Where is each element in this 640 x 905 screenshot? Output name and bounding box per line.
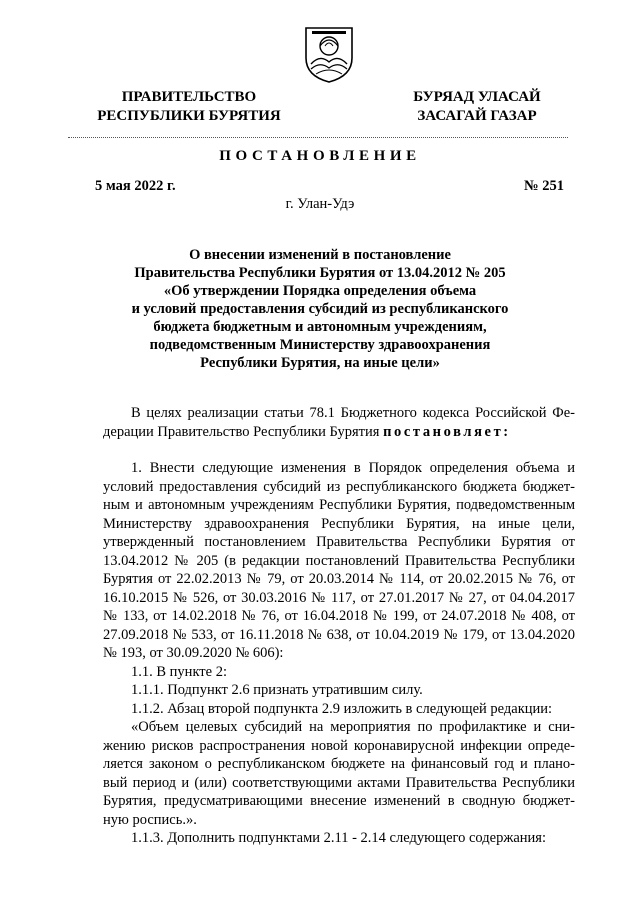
- subject-line: и условий предоставления субсидий из республиканского: [131, 301, 509, 317]
- item-1-line: № 193, от 30.09.2020 № 606):: [103, 645, 284, 661]
- quote-line: жению рисков распространения новой коронавирусной инфекции опреде-: [103, 737, 575, 754]
- subject-line: О внесении изменений в постановление: [189, 247, 451, 263]
- quote-line: Бурятия, предусматривающими внесение изменений в сводную бюджет-: [103, 793, 575, 809]
- header-right-org: [392, 88, 562, 126]
- item-1-line: Министерству здравоохранения Республики Бурятия, на иные цели,: [103, 515, 575, 532]
- coat-of-arms-emblem: [302, 24, 356, 84]
- preamble-line: [103, 423, 575, 442]
- preamble-paragraph: [103, 404, 575, 441]
- header-left-line: РЕСПУБЛИКИ БУРЯТИЯ: [97, 108, 281, 124]
- preamble-line: В целях реализации статьи 78.1 Бюджетного кодекса Российской Фе-: [131, 405, 575, 421]
- header-divider: [68, 137, 568, 138]
- item-1-line: ным и автономным учреждениям Республики Бурятия, подведомственным: [103, 497, 575, 513]
- item-1-line: 13.04.2012 № 205 (в редакции постановлений Правительства Республики: [103, 552, 575, 569]
- item-1-line: утвержденный постановлением Правительства Республики Бурятия от: [103, 534, 575, 550]
- item-1-line: № 133, от 14.02.2018 № 76, от 16.04.2018 № 199, от 24.07.2018 № 408, от: [103, 608, 575, 624]
- document-number: № 251: [524, 178, 564, 194]
- document-date: 5 мая 2022 г.: [95, 178, 176, 194]
- quote-line: ную роспись.».: [103, 811, 197, 828]
- subject-line: бюджета бюджетным и автономным учреждениям,: [153, 319, 487, 335]
- decree-word: постановляет:: [383, 423, 511, 440]
- sub-item-line: 1.1.2. Абзац второй подпункта 2.9 изложить в следующей редакции:: [131, 700, 553, 717]
- quote-line: ляется законом о республиканском бюджете на финансовый год и плано-: [103, 756, 575, 772]
- header-left-org: [94, 88, 284, 126]
- sub-item-line: 1.1. В пункте 2:: [131, 663, 227, 680]
- subject-line: «Об утверждении Порядка определения объема: [163, 283, 477, 299]
- document-type-title: ПОСТАНОВЛЕНИЕ: [219, 148, 421, 164]
- item-1-line: 27.09.2018 № 533, от 16.11.2018 № 638, от 10.04.2019 № 179, от 13.04.2020: [103, 626, 575, 643]
- document-subject: [110, 246, 530, 372]
- subject-line: подведомственным Министерству здравоохранения: [149, 337, 491, 353]
- sub-item-line: 1.1.1. Подпункт 2.6 признать утратившим силу.: [131, 682, 423, 698]
- preamble-text: дерации Правительство Республики Бурятия: [103, 423, 384, 440]
- item-1-line: 16.10.2015 № 526, от 30.03.2016 № 117, от 27.01.2017 № 27, от 04.04.2017: [103, 589, 575, 606]
- header-right-line: БУРЯАД УЛАСАЙ: [413, 89, 541, 105]
- quote-line: вый период и (или) соответствующими актами Правительства Республики: [103, 774, 575, 791]
- quote-line: «Объем целевых субсидий на мероприятия по профилактике и сни-: [131, 719, 575, 735]
- subject-line: Правительства Республики Бурятия от 13.04.2012 № 205: [134, 265, 506, 281]
- item-1-line: Бурятия от 22.02.2013 № 79, от 20.03.2014 № 114, от 20.02.2015 № 76, от: [103, 571, 575, 587]
- header-left-line: ПРАВИТЕЛЬСТВО: [121, 89, 257, 105]
- document-city: г. Улан-Удэ: [285, 196, 355, 212]
- item-1-line: 1. Внести следующие изменения в Порядок определения объема и: [131, 460, 575, 476]
- sub-item-line: 1.1.3. Дополнить подпунктами 2.11 - 2.14 следующего содержания:: [131, 830, 546, 846]
- item-1-paragraph: [103, 459, 575, 848]
- item-1-line: условий предоставления субсидий из республиканского бюджета бюджет-: [103, 478, 575, 495]
- header-right-line: ЗАСАГАЙ ГАЗАР: [417, 108, 537, 124]
- subject-line: Республики Бурятия, на иные цели»: [200, 355, 440, 371]
